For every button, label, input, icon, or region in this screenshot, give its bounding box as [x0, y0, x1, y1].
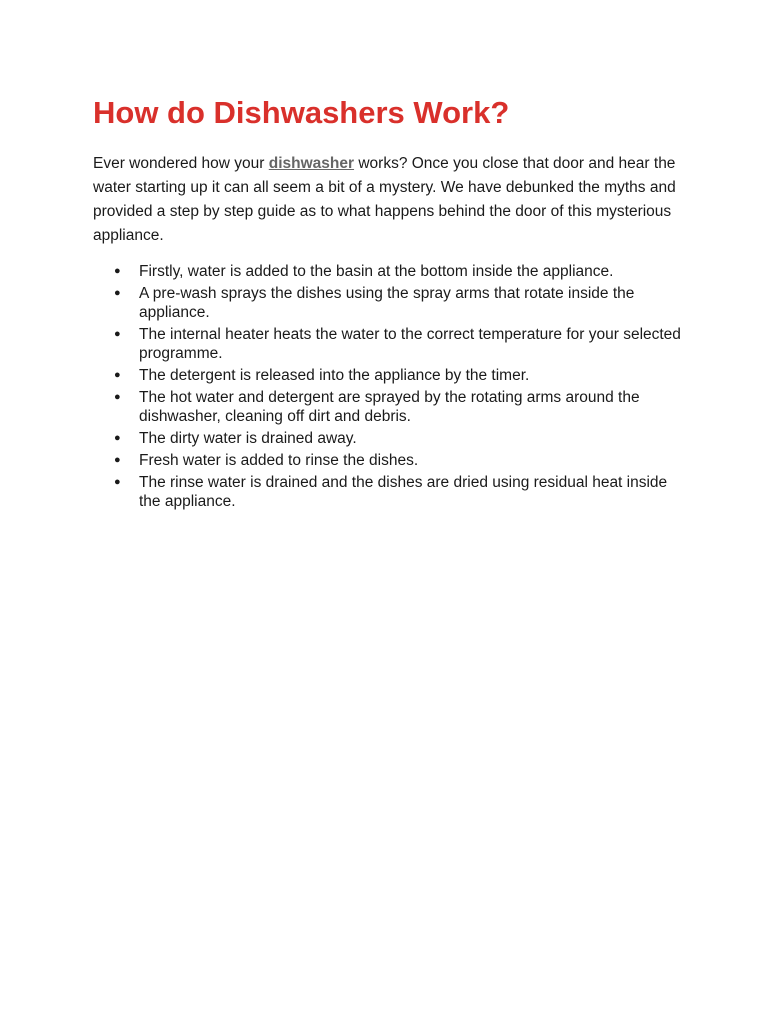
intro-text-end: works? Once you close that door and hear the water starting up it can all seem a bit of a mystery. We have debunked the myths and provided a step by step guide as to what happens behind the door of this mysterious appliance.: [93, 155, 676, 244]
list-item: [114, 325, 684, 363]
bullet-icon: ●: [114, 476, 121, 488]
list-item-text: A pre-wash sprays the dishes using the spray arms that rotate inside the appliance.: [139, 285, 635, 321]
intro-text-start: Ever wondered how your: [93, 155, 269, 172]
bullet-icon: ●: [114, 432, 121, 444]
list-item: [114, 451, 684, 470]
list-item-text: The dirty water is drained away.: [139, 430, 357, 447]
bullet-icon: ●: [114, 328, 121, 340]
bullet-icon: ●: [114, 287, 121, 299]
list-item: [114, 429, 684, 448]
steps-list: [114, 262, 684, 514]
list-item: [114, 473, 684, 511]
bullet-icon: ●: [114, 454, 121, 466]
list-item-text: The detergent is released into the appliance by the timer.: [139, 367, 530, 384]
list-item-text: The rinse water is drained and the dishes are dried using residual heat inside the appliance.: [139, 474, 668, 510]
bullet-icon: ●: [114, 391, 121, 403]
list-item: [114, 284, 684, 322]
list-item-text: Firstly, water is added to the basin at the bottom inside the appliance.: [139, 263, 614, 280]
page-title: How do Dishwashers Work?: [93, 95, 510, 130]
list-item: [114, 388, 684, 426]
list-item-text: The hot water and detergent are sprayed by the rotating arms around the dishwasher, cleaning off dirt and debris.: [139, 389, 640, 425]
bullet-icon: ●: [114, 265, 121, 277]
intro-paragraph: [93, 152, 683, 248]
list-item: [114, 366, 684, 385]
list-item: [114, 262, 684, 281]
dishwasher-link[interactable]: dishwasher: [268, 155, 355, 172]
list-item-text: Fresh water is added to rinse the dishes.: [139, 452, 419, 469]
bullet-icon: ●: [114, 369, 121, 381]
list-item-text: The internal heater heats the water to the correct temperature for your selected programme.: [139, 326, 681, 362]
